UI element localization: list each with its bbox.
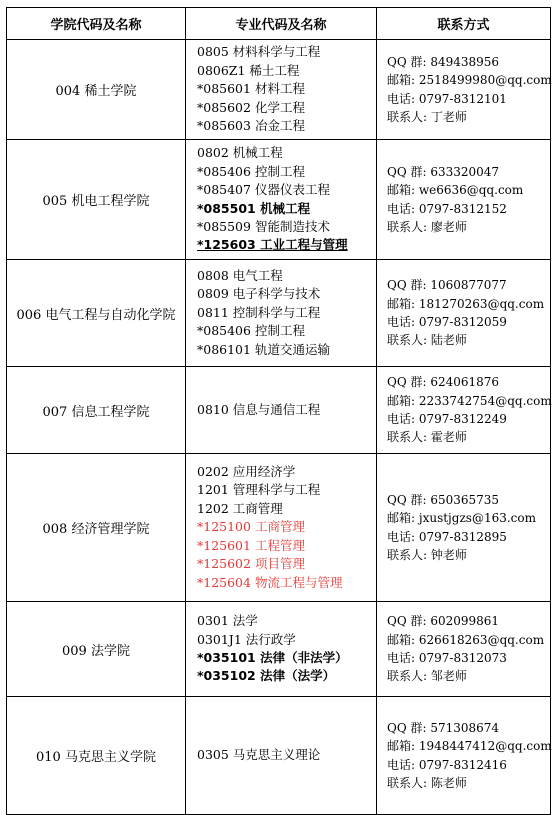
major-item: *125604 物流工程与管理	[197, 574, 343, 590]
header-major: 专业代码及名称	[186, 8, 377, 40]
contact-line: 电话: 0797-8312152	[387, 201, 507, 216]
contact-line: 联系人: 陈老师	[387, 775, 467, 790]
majors-cell	[186, 697, 377, 815]
contact-line: 邮箱: 2518499980@qq.com	[387, 73, 552, 88]
major-item: 0809 电子科学与技术	[197, 286, 321, 302]
major-item: *125602 项目管理	[197, 556, 305, 572]
major-item: 0811 控制科学与工程	[197, 304, 321, 320]
contact-line: 电话: 0797-8312416	[387, 757, 507, 772]
major-item: 1202 工商管理	[197, 500, 283, 516]
contact-line: 邮箱: 181270263@qq.com	[387, 296, 545, 311]
contact-line: QQ 群: 650365735	[387, 492, 500, 507]
program-table	[6, 7, 551, 815]
major-item: *085603 冶金工程	[197, 118, 305, 134]
major-item: 0808 电气工程	[197, 267, 283, 283]
major-item: *125100 工商管理	[197, 519, 305, 535]
contact-line: QQ 群: 1060877077	[387, 278, 507, 293]
major-item: *085602 化学工程	[197, 99, 305, 115]
contact-line: 电话: 0797-8312895	[387, 529, 507, 544]
majors-cell	[186, 140, 377, 260]
contact-line: 电话: 0797-8312101	[387, 91, 507, 106]
contact-line: 联系人: 钟老师	[387, 547, 467, 562]
major-item: 0202 应用经济学	[197, 464, 296, 480]
contact-line: 电话: 0797-8312249	[387, 412, 507, 426]
major-item: *085501 机械工程	[197, 200, 311, 216]
contact-line: 电话: 0797-8312073	[387, 651, 507, 665]
contact-line: 联系人: 廖老师	[387, 219, 467, 234]
college-cell: 008 经济管理学院	[7, 454, 186, 602]
contact-line: 电话: 0797-8312059	[387, 315, 507, 329]
major-item: 0305 马克思主义理论	[197, 747, 321, 763]
contact-line: 联系人: 陆老师	[387, 333, 467, 348]
major-item: 0802 机械工程	[197, 145, 283, 161]
majors-cell	[186, 367, 377, 454]
contact-cell	[377, 454, 551, 602]
major-item: *125603 工业工程与管理	[197, 237, 348, 253]
major-item: 0301J1 法行政学	[197, 631, 296, 647]
majors-cell	[186, 602, 377, 697]
contact-line: 邮箱: jxustjgzs@163.com	[387, 511, 536, 526]
contact-line: 邮箱: 2233742754@qq.com	[387, 393, 552, 408]
major-item: *086101 轨道交通运输	[197, 341, 330, 357]
header-college: 学院代码及名称	[7, 8, 186, 40]
table-body	[7, 40, 551, 815]
table-row	[7, 454, 551, 602]
table-row	[7, 140, 551, 260]
contact-cell	[377, 40, 551, 140]
contact-cell	[377, 367, 551, 454]
contact-line: 邮箱: we6636@qq.com	[387, 183, 524, 198]
contact-line: 联系人: 丁老师	[387, 109, 467, 124]
contact-line: QQ 群: 571308674	[387, 720, 500, 735]
major-item: *035101 法律（非法学）	[197, 650, 348, 665]
table-row	[7, 602, 551, 697]
majors-cell	[186, 454, 377, 602]
college-cell: 007 信息工程学院	[7, 367, 186, 454]
header-row	[7, 8, 551, 40]
major-item: *085406 控制工程	[197, 323, 305, 339]
college-cell: 006 电气工程与自动化学院	[7, 260, 186, 367]
major-item: 0810 信息与通信工程	[197, 401, 321, 417]
contact-cell	[377, 602, 551, 697]
college-cell: 009 法学院	[7, 602, 186, 697]
contact-cell	[377, 140, 551, 260]
majors-cell	[186, 40, 377, 140]
contact-line: 联系人: 邹老师	[387, 669, 467, 684]
contact-line: 联系人: 霍老师	[387, 430, 467, 445]
contact-line: QQ 群: 849438956	[387, 54, 500, 69]
contact-line: QQ 群: 633320047	[387, 164, 500, 179]
table-row	[7, 697, 551, 815]
contact-line: QQ 群: 602099861	[387, 614, 500, 629]
major-item: *085509 智能制造技术	[197, 218, 330, 234]
table-row	[7, 260, 551, 367]
contact-line: 邮箱: 1948447412@qq.com	[387, 739, 552, 754]
major-item: *035102 法律（法学）	[197, 668, 336, 684]
header-contact: 联系方式	[377, 8, 551, 40]
contact-line: QQ 群: 624061876	[387, 375, 500, 390]
major-item: *125601 工程管理	[197, 537, 305, 553]
contact-cell	[377, 260, 551, 367]
major-item: 0805 材料科学与工程	[197, 44, 321, 60]
contact-line: 邮箱: 626618263@qq.com	[387, 632, 545, 647]
major-item: *085407 仪器仪表工程	[197, 182, 330, 198]
major-item: 1201 管理科学与工程	[197, 482, 321, 498]
major-item: 0806Z1 稀土工程	[197, 62, 300, 78]
college-cell: 004 稀土学院	[7, 40, 186, 140]
major-item: 0301 法学	[197, 613, 258, 629]
majors-cell	[186, 260, 377, 367]
contact-cell	[377, 697, 551, 815]
major-item: *085601 材料工程	[197, 81, 305, 97]
table-row	[7, 40, 551, 140]
college-cell: 010 马克思主义学院	[7, 697, 186, 815]
table-row	[7, 367, 551, 454]
major-item: *085406 控制工程	[197, 163, 305, 179]
college-cell: 005 机电工程学院	[7, 140, 186, 260]
